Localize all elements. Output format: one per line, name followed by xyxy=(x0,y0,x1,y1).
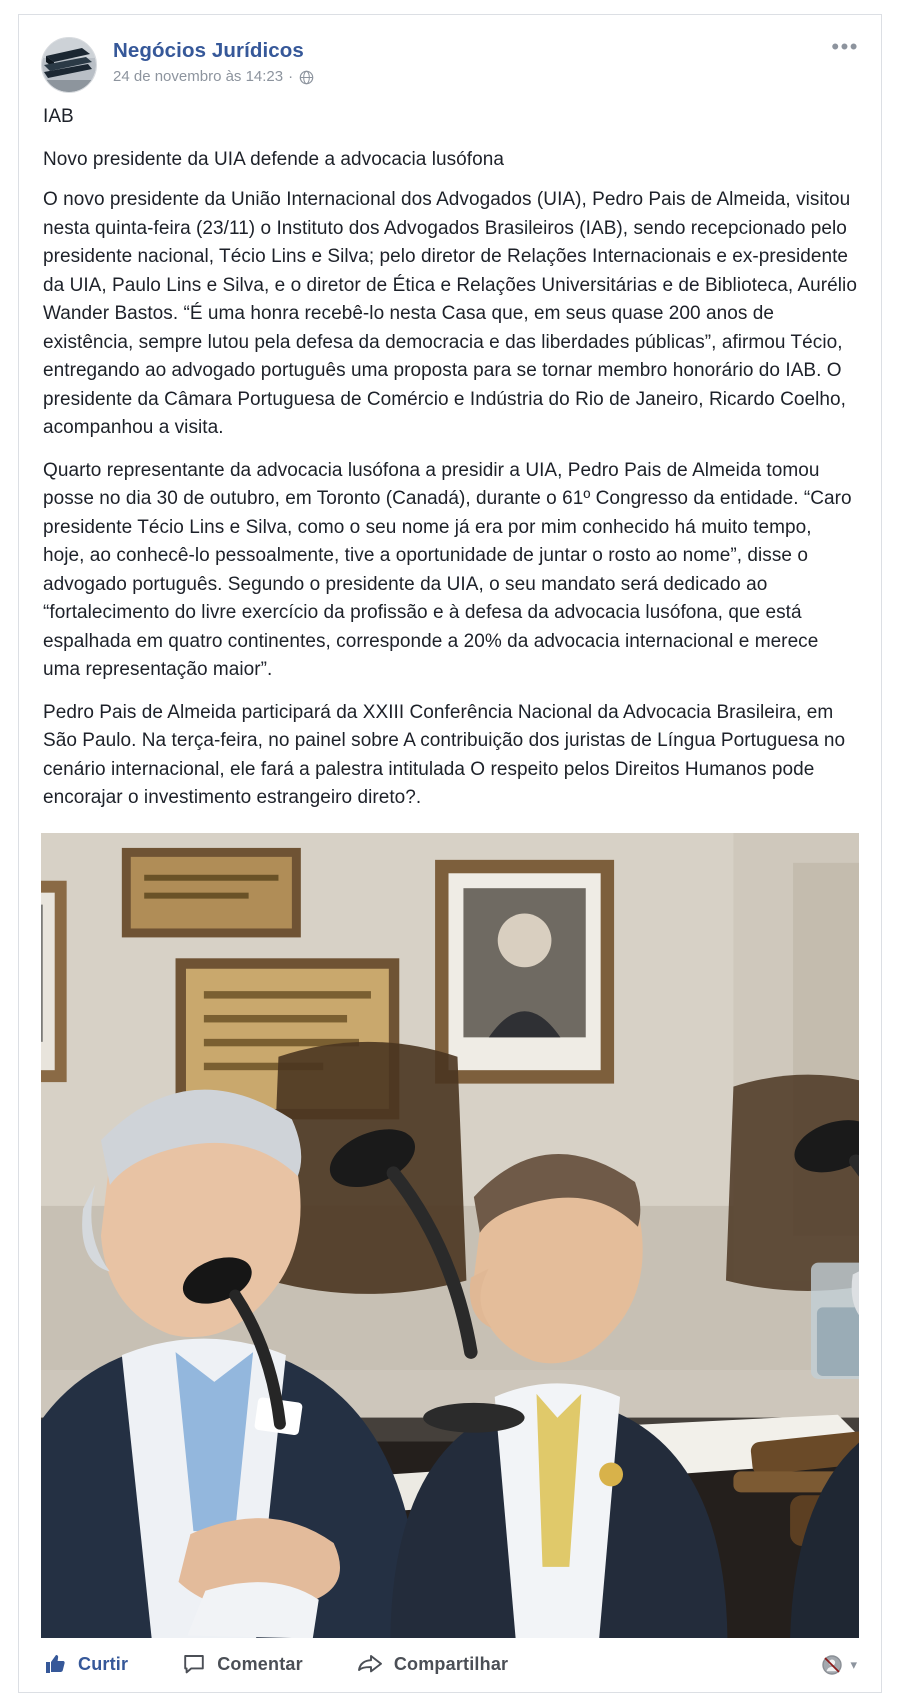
post-paragraph-3: Pedro Pais de Almeida participará da XXIII Conferência Nacional da Advocacia Brasileira, em São Paulo. Na terça-feira, no painel sobre A contribuição dos juristas de Língua Portuguesa no cenário internacional, ele fará a palestra intitulada O respeito pelos Direitos Humanos pode encorajar o investimento estrangeiro direto?. xyxy=(43,701,846,808)
audience-selector[interactable] xyxy=(821,1654,857,1676)
share-button[interactable] xyxy=(357,1652,508,1676)
post-message xyxy=(19,99,881,827)
post-photo[interactable] xyxy=(41,833,859,1639)
comment-button-label: Comentar xyxy=(217,1653,303,1674)
like-button-label: Curtir xyxy=(78,1653,129,1674)
post-photo-image xyxy=(41,833,859,1639)
post-paragraph-1: O novo presidente da União Internacional dos Advogados (UIA), Pedro Pais de Almeida, visitou nesta quinta-feira (23/11) o Instituto dos Advogados Brasileiros (IAB), sendo recepcionado pelo presidente nacional, Técio Lins e Silva; pelo diretor de Relações Internacionais e ex-presidente da UIA, Paulo Lins e Silva, e o diretor de Ética e Relações Universitárias e de Biblioteca, Aurélio Wander Bastos. “É uma honra recebê-lo nesta Casa que, em seus quase 200 anos de existência, sempre lutou pela defesa da democracia e das liberdades públicas”, afirmou Técio, entregando ao advogado português uma proposta para se tornar membro honorário do IAB. O presidente da Câmara Portuguesa de Comércio e Indústria do Rio de Janeiro, Ricardo Coelho, acompanhou a visita. xyxy=(43,189,857,438)
thumbs-up-icon xyxy=(43,1652,67,1676)
globe-icon[interactable] xyxy=(299,70,314,85)
post-paragraph-headline: Novo presidente da UIA defende a advocacia lusófona xyxy=(43,148,504,170)
post-paragraph-source: IAB xyxy=(43,106,74,127)
facebook-post-card xyxy=(18,14,882,1693)
like-button[interactable] xyxy=(43,1652,128,1676)
post-more-options-button[interactable]: ••• xyxy=(831,34,859,59)
post-action-bar xyxy=(19,1638,881,1692)
avatar[interactable] xyxy=(41,37,97,93)
meta-separator: · xyxy=(288,68,294,85)
post-header-text xyxy=(113,37,314,86)
post-meta xyxy=(113,68,314,86)
share-button-label: Compartilhar xyxy=(393,1653,509,1674)
share-arrow-icon xyxy=(357,1652,383,1676)
comment-bubble-icon xyxy=(182,1652,206,1676)
audience-restricted-icon xyxy=(821,1654,843,1676)
post-paragraph-2: Quarto representante da advocacia lusófona a presidir a UIA, Pedro Pais de Almeida tomou posse no dia 30 de outubro, em Toronto (Canadá), durante o 61º Congresso da entidade. “Caro presidente Técio Lins e Silva, como o seu nome já era por mim conhecido há muito tempo, hoje, ao conhecê-lo pessoalmente, tive a oportunidade de juntar o rosto ao nome”, disse o advogado português. Segundo o presidente da UIA, o seu mandato será dedicado ao “fortalecimento do livre exercício da profissão e à defesa da advocacia lusófona, que está espalhada em quatro continentes, corresponde a 20% da advocacia internacional e merece uma representação maior”. xyxy=(43,459,852,680)
post-header xyxy=(19,15,881,99)
comment-button[interactable] xyxy=(182,1652,303,1676)
page-name-link[interactable]: Negócios Jurídicos xyxy=(113,39,304,62)
chevron-down-icon: ▾ xyxy=(850,1657,857,1672)
post-timestamp[interactable]: 24 de novembro às 14:23 xyxy=(113,68,284,85)
